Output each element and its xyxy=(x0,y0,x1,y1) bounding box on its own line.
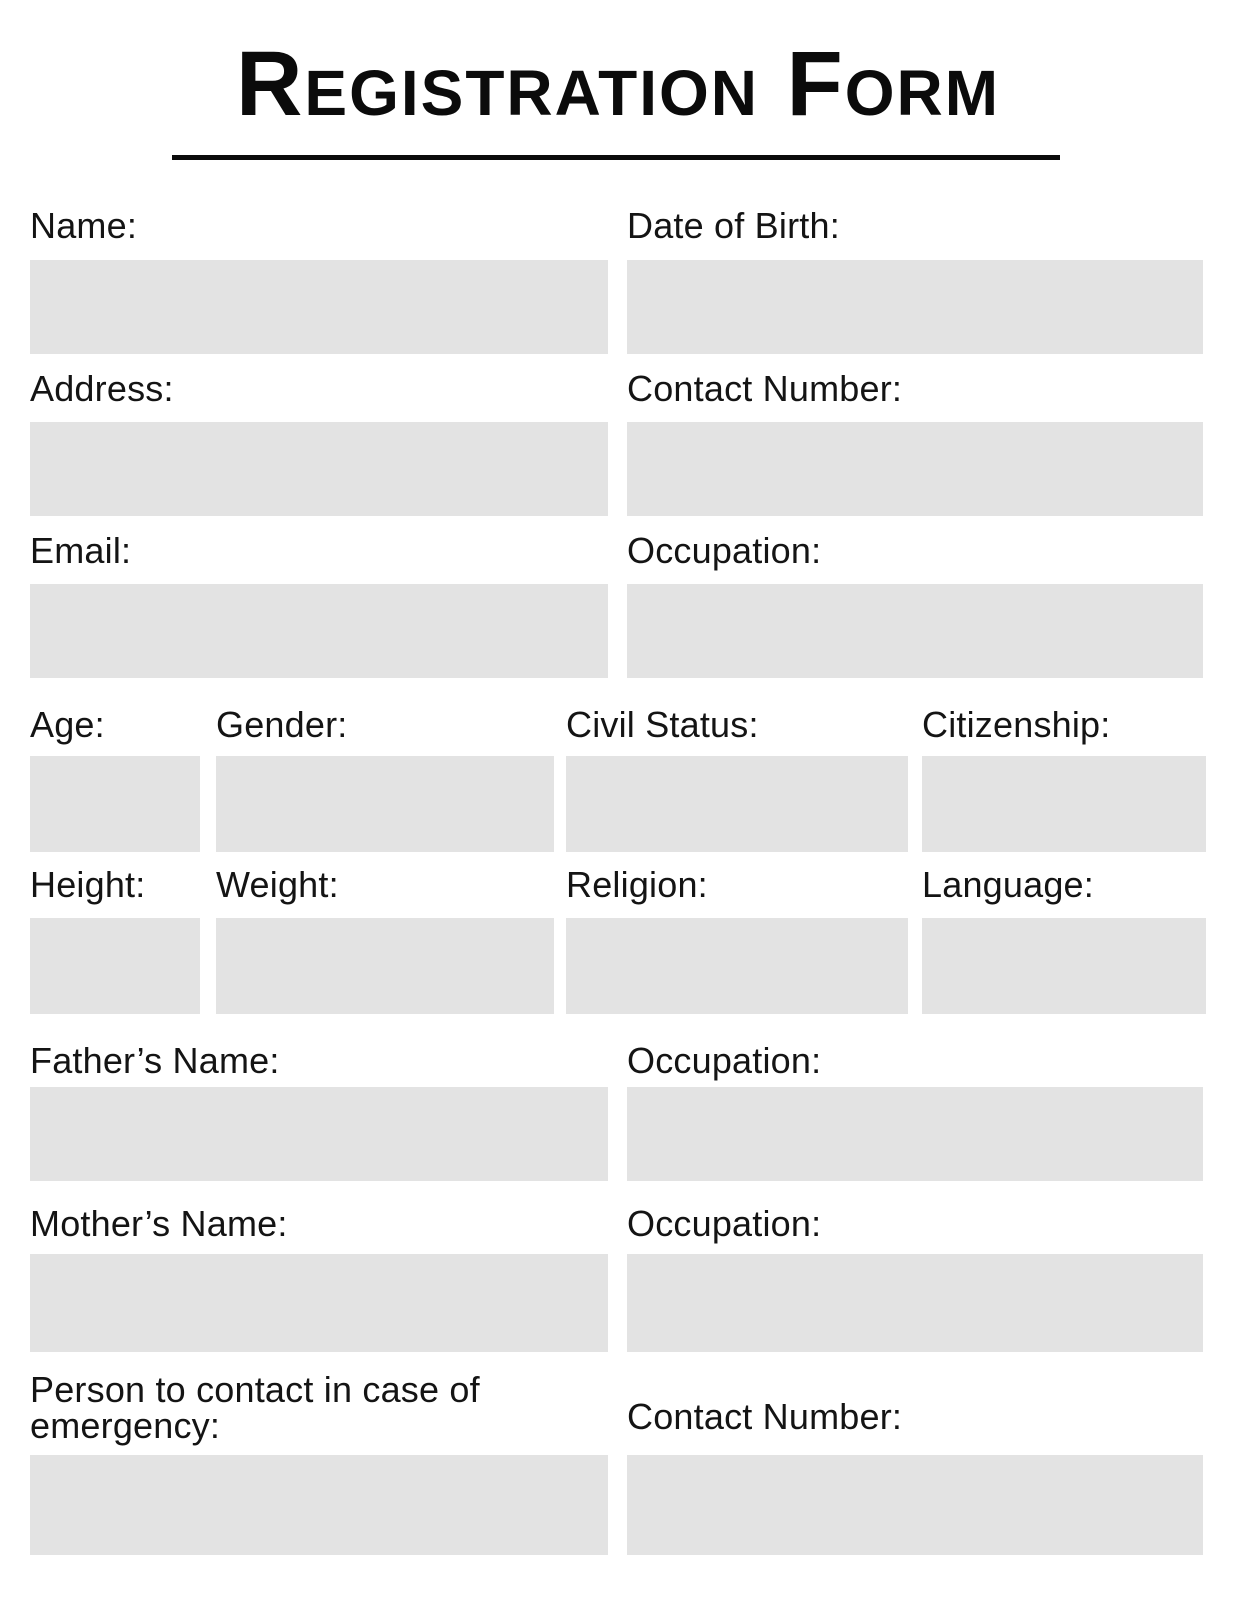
civil-status-label: Civil Status: xyxy=(566,704,759,745)
father-occupation-input-box[interactable] xyxy=(627,1087,1203,1181)
father-name-input-box[interactable] xyxy=(30,1087,608,1181)
civil-status-input-box[interactable] xyxy=(566,756,908,852)
emergency-person-label: Person to contact in case of emergency: xyxy=(30,1369,480,1446)
email-input-box[interactable] xyxy=(30,584,608,678)
emergency-number-label: Contact Number: xyxy=(627,1396,903,1437)
weight-label: Weight: xyxy=(216,864,339,905)
citizenship-input-box[interactable] xyxy=(922,756,1206,852)
occupation-label: Occupation: xyxy=(627,530,822,571)
contact-number-input-box[interactable] xyxy=(627,422,1203,516)
page-title: Registration Form xyxy=(235,33,1001,135)
gender-label: Gender: xyxy=(216,704,348,745)
address-input-box[interactable] xyxy=(30,422,608,516)
mother-occupation-input-box[interactable] xyxy=(627,1254,1203,1352)
title-underline xyxy=(172,155,1060,160)
emergency-person-input-box[interactable] xyxy=(30,1455,608,1555)
gender-input-box[interactable] xyxy=(216,756,554,852)
mother-name-label: Mother’s Name: xyxy=(30,1203,288,1244)
address-label: Address: xyxy=(30,368,174,409)
language-label: Language: xyxy=(922,864,1094,905)
dob-input-box[interactable] xyxy=(627,260,1203,354)
mother-name-input-box[interactable] xyxy=(30,1254,608,1352)
height-label: Height: xyxy=(30,864,146,905)
name-label: Name: xyxy=(30,205,138,246)
height-input-box[interactable] xyxy=(30,918,200,1014)
citizenship-label: Citizenship: xyxy=(922,704,1111,745)
name-input-box[interactable] xyxy=(30,260,608,354)
father-name-label: Father’s Name: xyxy=(30,1040,280,1081)
mother-occupation-label: Occupation: xyxy=(627,1203,822,1244)
dob-label: Date of Birth: xyxy=(627,205,840,246)
occupation-input-box[interactable] xyxy=(627,584,1203,678)
age-input-box[interactable] xyxy=(30,756,200,852)
religion-input-box[interactable] xyxy=(566,918,908,1014)
language-input-box[interactable] xyxy=(922,918,1206,1014)
email-label: Email: xyxy=(30,530,132,571)
age-label: Age: xyxy=(30,704,105,745)
religion-label: Religion: xyxy=(566,864,708,905)
emergency-number-input-box[interactable] xyxy=(627,1455,1203,1555)
weight-input-box[interactable] xyxy=(216,918,554,1014)
father-occupation-label: Occupation: xyxy=(627,1040,822,1081)
contact-number-label: Contact Number: xyxy=(627,368,903,409)
